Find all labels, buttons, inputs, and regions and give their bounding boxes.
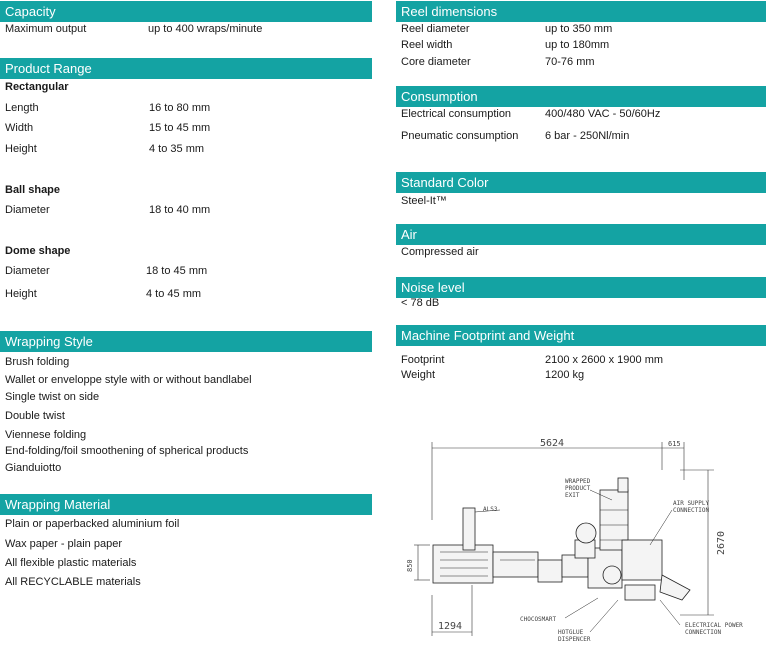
wrapping-material-item: Wax paper - plain paper (5, 538, 122, 550)
wrapping-style-item: Brush folding (5, 356, 70, 368)
rect-width-value: 15 to 45 mm (149, 122, 211, 134)
rect-height-label: Height (5, 143, 37, 155)
product-range-header: Product Range (0, 58, 372, 79)
wrapping-style-item: Double twist (5, 410, 65, 422)
pneumatic-consumption-label: Pneumatic consumption (401, 130, 519, 142)
weight-value: 1200 kg (545, 369, 585, 381)
rect-height-value: 4 to 35 mm (149, 143, 205, 155)
core-diameter-value: 70-76 mm (545, 56, 595, 68)
wrapped-exit-line3: EXIT (565, 492, 580, 499)
rect-width-label: Width (5, 122, 34, 134)
air-value: Compressed air (401, 246, 479, 258)
reel-width-value: up to 180mm (545, 39, 610, 51)
standard-color-value: Steel-It™ (401, 195, 447, 207)
electrical-line1: ELECTRICAL POWER (685, 622, 743, 629)
footprint-value: 2100 x 2600 x 1900 mm (545, 354, 664, 366)
dome-height-value: 4 to 45 mm (146, 288, 202, 300)
wrapping-style-item: Single twist on side (5, 391, 100, 403)
air-supply-line2: CONNECTION (673, 507, 710, 514)
wrapping-material-item: Plain or paperbacked aluminium foil (5, 518, 180, 530)
wrapping-style-item: Gianduiotto (5, 462, 62, 474)
wrapped-exit-line1: WRAPPED (565, 478, 591, 485)
wrapping-style-item: Wallet or enveloppe style with or without bandlabel (5, 374, 252, 386)
rect-length-value: 16 to 80 mm (149, 102, 211, 114)
wrapping-style-header: Wrapping Style (0, 331, 372, 352)
dome-diameter-label: Diameter (5, 265, 50, 277)
ball-title: Ball shape (5, 184, 61, 196)
wrapping-material-item: All flexible plastic materials (5, 557, 137, 569)
core-diameter-label: Core diameter (401, 56, 471, 68)
electrical-consumption-label: Electrical consumption (401, 108, 512, 120)
dim-right: 615 (668, 440, 681, 448)
ball-diameter-value: 18 to 40 mm (149, 204, 211, 216)
als-label: ALS3 (483, 506, 498, 513)
pneumatic-consumption-value: 6 bar - 250Nl/min (545, 130, 630, 142)
electrical-consumption-value: 400/480 VAC - 50/60Hz (545, 108, 661, 120)
wrapped-exit-line2: PRODUCT (565, 485, 591, 492)
dome-height-label: Height (5, 288, 37, 300)
noise-level-header: Noise level (396, 277, 766, 298)
reel-diameter-label: Reel diameter (401, 23, 470, 35)
capacity-label: Maximum output (5, 23, 87, 35)
dim-total: 5624 (540, 438, 565, 449)
wrapping-style-item: End-folding/foil smoothening of spherical products (5, 445, 249, 457)
capacity-value: up to 400 wraps/minute (148, 23, 263, 35)
hotglue-line1: HOTGLUE (558, 629, 584, 636)
rectangular-title: Rectangular (5, 81, 69, 93)
noise-level-value: < 78 dB (401, 297, 440, 309)
wrapping-material-header: Wrapping Material (0, 494, 372, 515)
chocosmart-label: CHOCOSMART (520, 616, 557, 623)
hotglue-line2: DISPENCER (558, 636, 591, 643)
air-header: Air (396, 224, 766, 245)
reel-diameter-value: up to 350 mm (545, 23, 613, 35)
standard-color-header: Standard Color (396, 172, 766, 193)
dim-height: 2670 (716, 530, 727, 555)
reel-dimensions-header: Reel dimensions (396, 1, 766, 22)
rect-length-label: Length (5, 102, 39, 114)
electrical-line2: CONNECTION (685, 629, 722, 636)
footprint-label: Footprint (401, 354, 445, 366)
dome-diameter-value: 18 to 45 mm (146, 265, 208, 277)
ball-diameter-label: Diameter (5, 204, 50, 216)
wrapping-material-item: All RECYCLABLE materials (5, 576, 141, 588)
weight-label: Weight (401, 369, 436, 381)
air-supply-line1: AIR SUPPLY (673, 500, 710, 507)
dome-title: Dome shape (5, 245, 71, 257)
capacity-header: Capacity (0, 1, 372, 22)
footprint-header: Machine Footprint and Weight (396, 325, 766, 346)
wrapping-style-item: Viennese folding (5, 429, 87, 441)
dim-left-bottom: 1294 (438, 621, 463, 632)
reel-width-label: Reel width (401, 39, 453, 51)
dim-side: 850 (406, 559, 414, 572)
consumption-header: Consumption (396, 86, 766, 107)
